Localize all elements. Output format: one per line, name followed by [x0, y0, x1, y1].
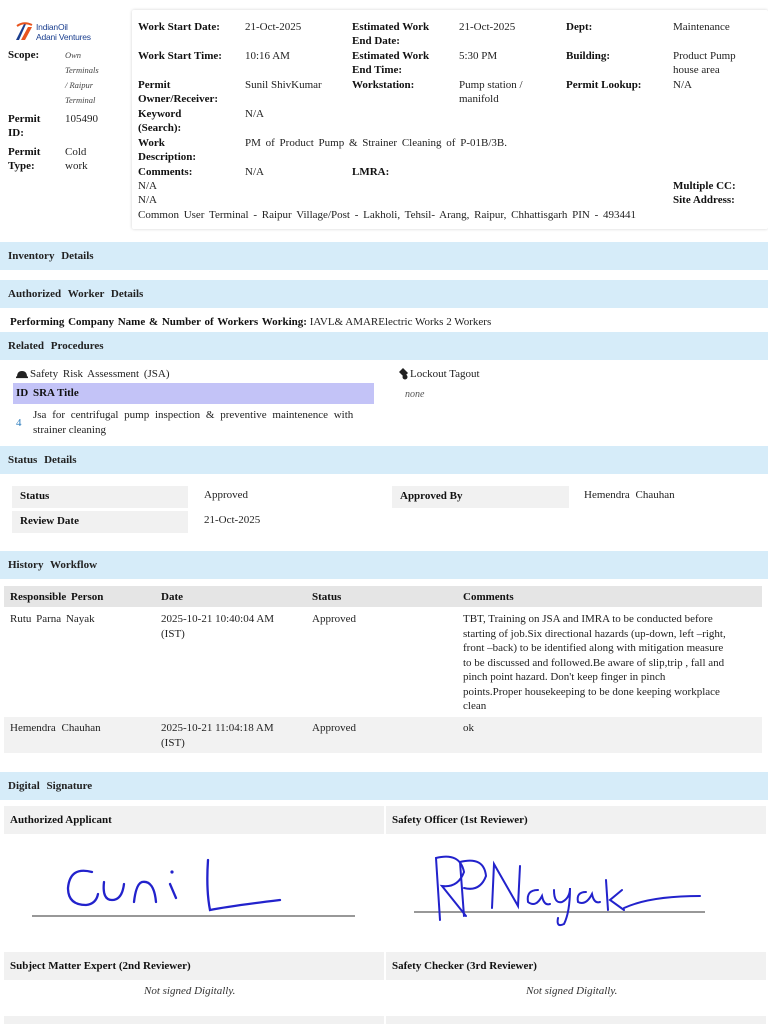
sra-table-header — [13, 383, 374, 404]
multiple-cc-label: Multiple CC: — [673, 180, 736, 192]
permit-lookup-label: Permit Lookup: — [566, 79, 642, 91]
safety-officer-signature-header — [386, 806, 766, 834]
scope-line-3: / Raipur — [65, 80, 94, 90]
review-date-label-box — [12, 511, 188, 533]
workers-value: IAVL& AMARElectric Works 2 Workers — [309, 316, 492, 328]
permit-lookup-value: N/A — [673, 79, 692, 91]
safety-checker-not-signed: Not signed Digitally. — [526, 985, 618, 997]
next-signature-box — [386, 1016, 766, 1024]
lmra-value-2: N/A — [138, 194, 157, 206]
est-end-time-value: 5:30 PM — [459, 50, 498, 62]
keyword-label: Keyword — [138, 108, 182, 120]
owner-value: Sunil ShivKumar — [245, 79, 322, 91]
workers-label: Performing Company Name & Number of Workers Working: — [10, 316, 307, 328]
history-date-line-2: (IST) — [161, 627, 185, 640]
indianoil-adani-logo-icon — [14, 20, 34, 42]
digital-signature-title: Digital Signature — [8, 780, 93, 792]
permit-type-label: Permit — [8, 146, 41, 158]
hard-hat-icon — [16, 369, 28, 379]
history-header-comments: Comments — [463, 591, 514, 603]
work-start-time-value: 10:16 AM — [245, 50, 290, 62]
work-desc-label-2: Description: — [138, 151, 197, 163]
comments-label: Comments: — [138, 166, 193, 178]
history-date-line-1: 2025-10-21 10:40:04 AM — [161, 613, 275, 625]
history-person: Hemendra Chauhan — [10, 722, 101, 734]
history-status: Approved — [312, 722, 356, 734]
site-address-value: Common User Terminal - Raipur Village/Post - Lakholi, Tehsil- Arang, Raipur, Chhattisgarh PIN - 493441 — [138, 209, 636, 221]
authorized-workers-section-header — [0, 280, 768, 308]
permit-id-value: 105490 — [65, 113, 98, 125]
sra-row-title-line-2: strainer cleaning — [33, 424, 106, 436]
logo-line-2: Adani Ventures — [36, 32, 91, 42]
building-value-1: Product Pump — [673, 50, 736, 62]
safety-officer-label: Safety Officer (1st Reviewer) — [392, 814, 528, 826]
keyword-value: N/A — [245, 108, 264, 120]
scope-line-4: Terminal — [65, 95, 96, 105]
dept-value: Maintenance — [673, 21, 730, 33]
history-date-line-2: (IST) — [161, 736, 185, 749]
est-end-time-label-2: End Time: — [352, 64, 403, 76]
est-end-date-value: 21-Oct-2025 — [459, 21, 516, 33]
safety-officer-signature-image — [410, 850, 710, 930]
next-signature-box — [4, 1016, 384, 1024]
review-date-value: 21-Oct-2025 — [204, 514, 261, 526]
history-header-status: Status — [312, 591, 342, 603]
history-comment-line-3: front –back) to be identified along with mitigation measure — [463, 642, 724, 654]
comments-value: N/A — [245, 166, 264, 178]
history-workflow-section-header — [0, 551, 768, 579]
history-header-date: Date — [161, 591, 183, 603]
sra-title-header: SRA Title — [33, 387, 79, 399]
related-procedures-title: Related Procedures — [8, 340, 104, 352]
permit-info-card — [132, 10, 768, 229]
work-start-time-label: Work Start Time: — [138, 50, 222, 62]
applicant-label: Authorized Applicant — [10, 814, 112, 826]
lockout-tagout-icon — [397, 368, 409, 380]
owner-label: Permit — [138, 79, 171, 91]
history-comment-line-6: points.Proper housekeeping to be done keeping workplace — [463, 685, 720, 698]
permit-id-label: Permit — [8, 113, 41, 125]
applicant-signature-header — [4, 806, 384, 834]
review-date-label: Review Date — [20, 515, 79, 527]
scope-line-1: Own — [65, 50, 82, 60]
history-comment-line-5: pinch point hazard. Don't keep finger in pinch — [463, 671, 666, 683]
history-person: Rutu Parna Nayak — [10, 613, 95, 625]
logo-line-1: IndianOil — [36, 22, 68, 32]
sra-row-id[interactable]: 4 — [16, 417, 22, 429]
history-comment-line-1: ok — [463, 722, 474, 734]
building-value-2: house area — [673, 64, 720, 76]
building-label: Building: — [566, 50, 611, 62]
permit-type-value-2: work — [65, 160, 88, 172]
digital-signature-section-header — [0, 772, 768, 800]
status-details-section-header — [0, 446, 768, 474]
lockout-value: none — [405, 389, 425, 400]
applicant-signature-image — [30, 850, 360, 925]
table-row — [4, 612, 762, 716]
approved-by-label: Approved By — [400, 490, 463, 502]
status-label-box — [12, 486, 188, 508]
permit-type-label-2: Type: — [8, 160, 35, 172]
workers-info — [10, 316, 491, 328]
history-date-line-1: 2025-10-21 11:04:18 AM — [161, 722, 274, 734]
table-row — [4, 717, 762, 753]
history-comment-line-2: starting of job.Six directional hazards (up-down, left –right, — [463, 627, 726, 640]
est-end-date-label: Estimated Work — [352, 21, 430, 33]
dept-label: Dept: — [566, 21, 593, 33]
authorized-workers-title: Authorized Worker Details — [8, 288, 144, 300]
safety-checker-signature-header — [386, 952, 766, 980]
inventory-title: Inventory Details — [8, 250, 94, 262]
history-comment-line-4: to be discussed and followed.Be aware of slip,trip , fall and — [463, 656, 725, 669]
approved-by-label-box — [392, 486, 569, 508]
history-workflow-title: History Workflow — [8, 559, 98, 571]
status-details-title: Status Details — [8, 454, 77, 466]
related-procedures-section-header — [0, 332, 768, 360]
site-address-label: Site Address: — [673, 194, 735, 206]
history-comment-line-7: clean — [463, 700, 487, 712]
owner-label-2: Owner/Receiver: — [138, 93, 219, 105]
approved-by-value: Hemendra Chauhan — [584, 489, 675, 501]
permit-type-value-1: Cold — [65, 146, 87, 158]
history-table-header — [4, 586, 762, 607]
workstation-value-1: Pump station / — [459, 79, 523, 91]
sra-row-title-line-1: Jsa for centrifugal pump inspection & preventive maintenence with — [33, 409, 354, 421]
lmra-label: LMRA: — [352, 166, 390, 178]
lockout-title: Lockout Tagout — [410, 368, 480, 380]
permit-header — [0, 0, 768, 236]
work-start-date-label: Work Start Date: — [138, 21, 220, 33]
work-desc-label: Work — [138, 137, 165, 149]
sme-label: Subject Matter Expert (2nd Reviewer) — [10, 960, 191, 972]
workstation-label: Workstation: — [352, 79, 415, 91]
workstation-value-2: manifold — [459, 93, 499, 105]
est-end-date-label-2: End Date: — [352, 35, 400, 47]
status-value: Approved — [204, 489, 248, 501]
lmra-value-1: N/A — [138, 180, 157, 192]
est-end-time-label: Estimated Work — [352, 50, 430, 62]
history-status: Approved — [312, 613, 356, 625]
scope-label: Scope: — [8, 49, 40, 61]
history-header-person: Responsible Person — [10, 591, 104, 603]
history-comment-line-1: TBT, Training on JSA and IMRA to be conducted before — [463, 613, 713, 625]
work-desc-value: PM of Product Pump & Strainer Cleaning of P-01B/3B. — [245, 137, 507, 149]
sra-id-header: ID — [16, 387, 29, 399]
sme-not-signed: Not signed Digitally. — [144, 985, 236, 997]
permit-id-label-2: ID: — [8, 127, 24, 139]
safety-checker-label: Safety Checker (3rd Reviewer) — [392, 960, 537, 972]
sme-signature-header — [4, 952, 384, 980]
inventory-section-header — [0, 242, 768, 270]
status-label: Status — [20, 490, 50, 502]
keyword-label-2: (Search): — [138, 122, 182, 134]
work-start-date-value: 21-Oct-2025 — [245, 21, 302, 33]
scope-line-2: Terminals — [65, 65, 99, 75]
company-logo — [14, 20, 124, 44]
sra-title: Safety Risk Assessment (JSA) — [30, 368, 170, 380]
